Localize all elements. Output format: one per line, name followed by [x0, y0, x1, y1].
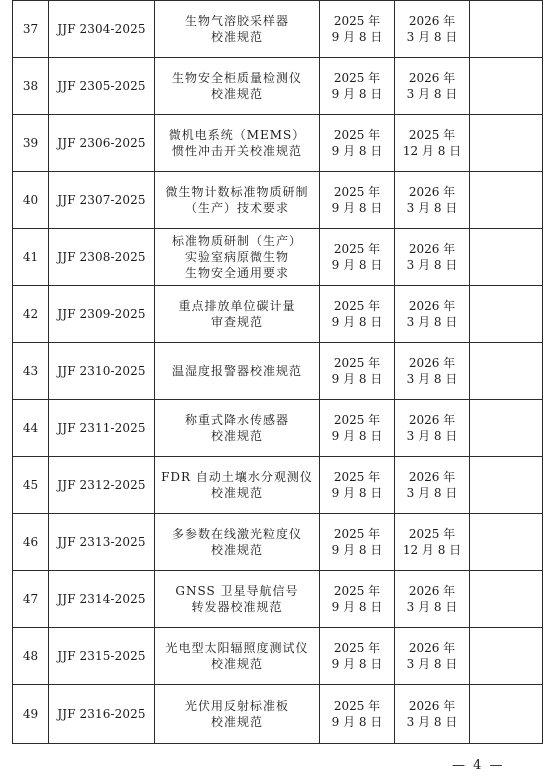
standard-code-cell	[49, 685, 155, 744]
row-number-cell	[13, 115, 49, 172]
standard-name-cell	[155, 628, 320, 685]
standard-name-line: 惯性冲击开关校准规范	[171, 144, 302, 158]
row-number: 48	[22, 649, 39, 663]
standard-code: JJF 2308-2025	[57, 250, 146, 264]
issue-date-cell	[320, 229, 395, 286]
issue-date-line: 2025 年	[333, 242, 381, 256]
issue-date-line: 2025 年	[333, 356, 381, 370]
issue-date-line: 9 月 8 日	[331, 543, 383, 557]
implement-date-line: 3 月 8 日	[406, 201, 458, 215]
implement-date-cell	[395, 628, 470, 685]
implement-date-line: 2025 年	[408, 128, 456, 142]
implement-date-line: 2026 年	[408, 413, 456, 427]
issue-date-line: 2025 年	[333, 14, 381, 28]
implement-date-line: 12 月 8 日	[402, 144, 462, 158]
implement-date-cell	[395, 1, 470, 58]
standard-name-line: 实验室病原微生物	[184, 250, 289, 264]
implement-date-line: 3 月 8 日	[406, 600, 458, 614]
standard-name-line: 校准规范	[210, 87, 263, 101]
standard-code-cell	[49, 172, 155, 229]
row-number-cell	[13, 286, 49, 343]
issue-date-line: 2025 年	[333, 527, 381, 541]
row-number-cell	[13, 571, 49, 628]
standard-code: JJF 2309-2025	[57, 307, 146, 321]
issue-date-line: 9 月 8 日	[331, 201, 383, 215]
standard-code: JJF 2310-2025	[57, 364, 146, 378]
standard-name-line: 生物安全柜质量检测仪	[171, 71, 302, 85]
row-number-cell	[13, 343, 49, 400]
standard-name-cell	[155, 571, 320, 628]
implement-date-line: 2026 年	[408, 470, 456, 484]
row-number-cell	[13, 400, 49, 457]
issue-date-line: 2025 年	[333, 584, 381, 598]
standard-name-line: 校准规范	[210, 30, 263, 44]
implement-date-cell	[395, 571, 470, 628]
standard-code-cell	[49, 229, 155, 286]
issue-date-cell	[320, 115, 395, 172]
standard-code: JJF 2306-2025	[57, 136, 146, 150]
issue-date-line: 2025 年	[333, 699, 381, 713]
standard-code: JJF 2304-2025	[57, 22, 146, 36]
standard-name-cell	[155, 685, 320, 744]
standard-name-line: （生产）技术要求	[184, 201, 289, 215]
standard-name-line: FDR 自动土壤水分观测仪	[161, 470, 313, 484]
standard-code-cell	[49, 286, 155, 343]
row-number-cell	[13, 514, 49, 571]
implement-date-line: 3 月 8 日	[406, 87, 458, 101]
standard-code: JJF 2312-2025	[57, 478, 146, 492]
issue-date-cell	[320, 172, 395, 229]
row-number: 37	[22, 22, 39, 36]
standard-name-line: GNSS 卫星导航信号	[175, 584, 299, 598]
standard-name-cell	[155, 229, 320, 286]
standard-code-cell	[49, 400, 155, 457]
table-row	[13, 571, 543, 628]
standard-code: JJF 2307-2025	[57, 193, 146, 207]
issue-date-line: 9 月 8 日	[331, 486, 383, 500]
standard-code: JJF 2314-2025	[57, 592, 146, 606]
standard-code-cell	[49, 115, 155, 172]
implement-date-line: 3 月 8 日	[406, 429, 458, 443]
row-number: 44	[22, 421, 39, 435]
row-number: 39	[22, 136, 39, 150]
remarks-cell	[470, 286, 543, 343]
implement-date-line: 2026 年	[408, 299, 456, 313]
standard-code: JJF 2305-2025	[57, 79, 146, 93]
issue-date-line: 9 月 8 日	[331, 315, 383, 329]
issue-date-cell	[320, 58, 395, 115]
standard-name-line: 微生物计数标准物质研制	[165, 185, 309, 199]
row-number: 46	[22, 535, 39, 549]
row-number-cell	[13, 58, 49, 115]
standard-name-cell	[155, 400, 320, 457]
issue-date-line: 2025 年	[333, 71, 381, 85]
implement-date-line: 12 月 8 日	[402, 543, 462, 557]
issue-date-line: 9 月 8 日	[331, 144, 383, 158]
implement-date-cell	[395, 172, 470, 229]
standard-code-cell	[49, 628, 155, 685]
implement-date-line: 3 月 8 日	[406, 372, 458, 386]
row-number-cell	[13, 685, 49, 744]
issue-date-line: 2025 年	[333, 185, 381, 199]
row-number: 42	[22, 307, 39, 321]
implement-date-cell	[395, 286, 470, 343]
row-number-cell	[13, 457, 49, 514]
table-row	[13, 229, 543, 286]
issue-date-line: 2025 年	[333, 641, 381, 655]
standard-name-line: 标准物质研制（生产）	[171, 234, 302, 248]
row-number-cell	[13, 172, 49, 229]
remarks-cell	[470, 58, 543, 115]
standard-code-cell	[49, 1, 155, 58]
row-number: 40	[22, 193, 39, 207]
standard-name-line: 光电型太阳辐照度测试仪	[165, 641, 309, 655]
standard-name-line: 校准规范	[210, 657, 263, 671]
implement-date-line: 3 月 8 日	[406, 30, 458, 44]
standard-name-cell	[155, 457, 320, 514]
implement-date-cell	[395, 400, 470, 457]
standard-name-cell	[155, 1, 320, 58]
table-row	[13, 58, 543, 115]
page-number: — 4 —	[452, 758, 505, 773]
issue-date-line: 2025 年	[333, 128, 381, 142]
standard-name-line: 校准规范	[210, 543, 263, 557]
implement-date-line: 2026 年	[408, 185, 456, 199]
row-number: 49	[22, 707, 39, 721]
table-row	[13, 286, 543, 343]
implement-date-cell	[395, 343, 470, 400]
implement-date-cell	[395, 115, 470, 172]
standard-code: JJF 2315-2025	[57, 649, 146, 663]
row-number-cell	[13, 628, 49, 685]
issue-date-cell	[320, 343, 395, 400]
standard-name-line: 称重式降水传感器	[184, 413, 289, 427]
issue-date-cell	[320, 400, 395, 457]
issue-date-line: 9 月 8 日	[331, 600, 383, 614]
issue-date-cell	[320, 571, 395, 628]
standard-name-line: 生物安全通用要求	[184, 266, 289, 280]
standard-name-line: 审查规范	[210, 315, 263, 329]
standard-name-line: 多参数在线激光粒度仪	[171, 527, 302, 541]
issue-date-line: 9 月 8 日	[331, 87, 383, 101]
issue-date-line: 2025 年	[333, 299, 381, 313]
implement-date-line: 2026 年	[408, 584, 456, 598]
implement-date-line: 3 月 8 日	[406, 657, 458, 671]
implement-date-line: 2026 年	[408, 699, 456, 713]
issue-date-cell	[320, 286, 395, 343]
implement-date-cell	[395, 457, 470, 514]
issue-date-line: 9 月 8 日	[331, 429, 383, 443]
issue-date-cell	[320, 628, 395, 685]
issue-date-line: 9 月 8 日	[331, 657, 383, 671]
row-number-cell	[13, 1, 49, 58]
remarks-cell	[470, 514, 543, 571]
row-number: 43	[22, 364, 39, 378]
standard-name-line: 温湿度报警器校准规范	[171, 364, 302, 378]
remarks-cell	[470, 400, 543, 457]
issue-date-line: 9 月 8 日	[331, 715, 383, 729]
table-row	[13, 172, 543, 229]
table-row	[13, 1, 543, 58]
standard-code-cell	[49, 514, 155, 571]
implement-date-line: 2025 年	[408, 527, 456, 541]
row-number: 45	[22, 478, 39, 492]
standard-name-cell	[155, 115, 320, 172]
issue-date-line: 9 月 8 日	[331, 30, 383, 44]
implement-date-line: 2026 年	[408, 641, 456, 655]
implement-date-line: 2026 年	[408, 14, 456, 28]
issue-date-line: 9 月 8 日	[331, 258, 383, 272]
row-number: 47	[22, 592, 39, 606]
standard-code-cell	[49, 457, 155, 514]
remarks-cell	[470, 115, 543, 172]
standard-code-cell	[49, 58, 155, 115]
implement-date-line: 2026 年	[408, 242, 456, 256]
standard-name-line: 转发器校准规范	[191, 600, 283, 614]
remarks-cell	[470, 685, 543, 744]
issue-date-line: 2025 年	[333, 470, 381, 484]
implement-date-line: 2026 年	[408, 71, 456, 85]
remarks-cell	[470, 571, 543, 628]
standard-code: JJF 2311-2025	[57, 421, 146, 435]
table-row	[13, 514, 543, 571]
issue-date-cell	[320, 457, 395, 514]
table-row	[13, 685, 543, 744]
standard-name-line: 校准规范	[210, 429, 263, 443]
standard-name-cell	[155, 58, 320, 115]
row-number: 41	[22, 250, 39, 264]
row-number: 38	[22, 79, 39, 93]
table-body	[13, 1, 543, 744]
standard-name-line: 生物气溶胶采样器	[184, 14, 289, 28]
issue-date-cell	[320, 1, 395, 58]
implement-date-line: 3 月 8 日	[406, 715, 458, 729]
table-row	[13, 457, 543, 514]
standard-name-line: 校准规范	[210, 715, 263, 729]
implement-date-cell	[395, 685, 470, 744]
implement-date-line: 3 月 8 日	[406, 258, 458, 272]
standard-name-line: 重点排放单位碳计量	[178, 299, 296, 313]
remarks-cell	[470, 1, 543, 58]
implement-date-cell	[395, 58, 470, 115]
row-number-cell	[13, 229, 49, 286]
table-row	[13, 628, 543, 685]
issue-date-cell	[320, 685, 395, 744]
implement-date-line: 2026 年	[408, 356, 456, 370]
standard-name-cell	[155, 514, 320, 571]
implement-date-cell	[395, 229, 470, 286]
implement-date-cell	[395, 514, 470, 571]
issue-date-line: 2025 年	[333, 413, 381, 427]
standards-table	[12, 0, 543, 744]
standard-name-cell	[155, 172, 320, 229]
standard-code: JJF 2316-2025	[57, 707, 146, 721]
standard-code-cell	[49, 343, 155, 400]
issue-date-cell	[320, 514, 395, 571]
table-row	[13, 115, 543, 172]
table-row	[13, 400, 543, 457]
standard-name-line: 光伏用反射标准板	[184, 699, 289, 713]
table-row	[13, 343, 543, 400]
standard-name-cell	[155, 343, 320, 400]
standard-name-line: 微机电系统（MEMS）	[168, 128, 306, 142]
remarks-cell	[470, 457, 543, 514]
implement-date-line: 3 月 8 日	[406, 315, 458, 329]
standard-code-cell	[49, 571, 155, 628]
implement-date-line: 3 月 8 日	[406, 486, 458, 500]
remarks-cell	[470, 229, 543, 286]
remarks-cell	[470, 343, 543, 400]
remarks-cell	[470, 628, 543, 685]
standard-name-line: 校准规范	[210, 486, 263, 500]
standard-code: JJF 2313-2025	[57, 535, 146, 549]
remarks-cell	[470, 172, 543, 229]
standard-name-cell	[155, 286, 320, 343]
issue-date-line: 9 月 8 日	[331, 372, 383, 386]
